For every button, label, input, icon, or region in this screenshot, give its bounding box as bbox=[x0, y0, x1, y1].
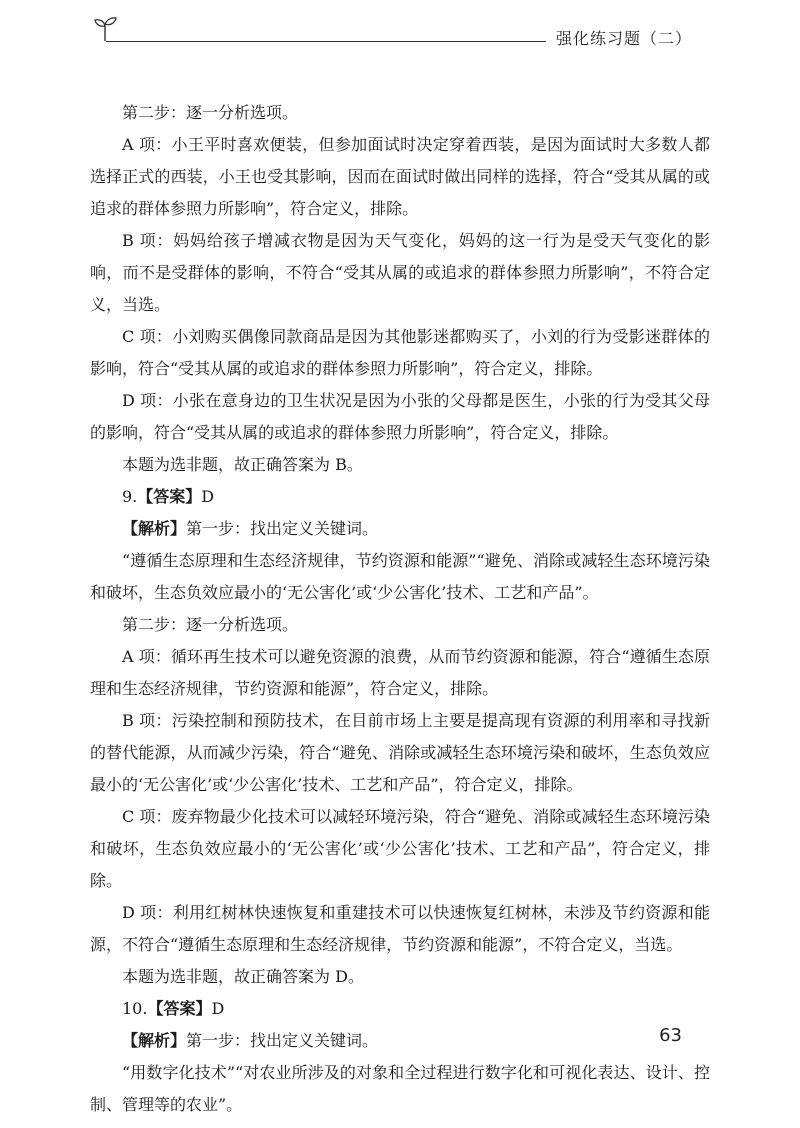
paragraph: “遵循生态原理和生态经济规律，节约资源和能源”“避免、消除或减轻生态环境污染和破坏，生态负效应最小的‘无公害化’或‘少公害化’技术、工艺和产品”。 bbox=[90, 551, 710, 602]
paragraph: 第二步：逐一分析选项。 bbox=[122, 615, 299, 634]
sprout-icon bbox=[92, 14, 118, 42]
paragraph: A 项：循环再生技术可以避免资源的浪费，从而节约资源和能源，符合“遵循生态原理和生态经济规律，节约资源和能源”，符合定义，排除。 bbox=[90, 647, 710, 698]
analysis-tag: 【解析】 bbox=[122, 519, 187, 538]
analysis-tag: 【解析】 bbox=[122, 1031, 187, 1050]
header-rule bbox=[106, 41, 546, 42]
paragraph: 第二步：逐一分析选项。 bbox=[122, 103, 299, 122]
paragraph: B 项：妈妈给孩子增减衣物是因为天气变化，妈妈的这一行为是受天气变化的影响，而不是受群体的影响，不符合“受其从属的或追求的群体参照力所影响”，不符合定义，当选。 bbox=[90, 231, 710, 314]
answer-line bbox=[90, 481, 710, 513]
header-title: 强化练习题（二） bbox=[555, 29, 692, 48]
paragraph: D 项：小张在意身边的卫生状况是因为小张的父母都是医生，小张的行为受其父母的影响，符合“受其从属的或追求的群体参照力所影响”，符合定义，排除。 bbox=[90, 391, 710, 442]
page-number: 63 bbox=[659, 1025, 682, 1046]
question-number: 10. bbox=[122, 999, 148, 1018]
answer-tag: 【答案】 bbox=[137, 487, 202, 506]
paragraph: D 项：利用红树林快速恢复和重建技术可以快速恢复红树林，未涉及节约资源和能源，不符合“遵循生态原理和生态经济规律，节约资源和能源”，不符合定义，当选。 bbox=[90, 903, 710, 954]
question-number: 9. bbox=[122, 487, 138, 506]
paragraph: C 项：废弃物最少化技术可以减轻环境污染，符合“避免、消除或减轻生态环境污染和破坏，生态负效应最小的‘无公害化’或‘少公害化’技术、工艺和产品”，符合定义，排除。 bbox=[90, 807, 710, 890]
paragraph: “用数字化技术”“对农业所涉及的对象和全过程进行数字化和可视化表达、设计、控制、管理等的农业”。 bbox=[90, 1063, 710, 1114]
answer-value: D bbox=[201, 487, 215, 506]
answer-value: D bbox=[211, 999, 225, 1018]
answer-tag: 【答案】 bbox=[147, 999, 212, 1018]
answer-line bbox=[90, 993, 710, 1025]
page-content bbox=[90, 97, 710, 1121]
paragraph: A 项：小王平时喜欢便装，但参加面试时决定穿着西装，是因为面试时大多数人都选择正式的西装，小王也受其影响，因而在面试时做出同样的选择，符合“受其从属的或追求的群体参照力所影响”，符合定义，排除。 bbox=[90, 135, 710, 218]
analysis-line: 【解析】第一步：找出定义关键词。 bbox=[122, 519, 379, 538]
paragraph: 本题为选非题，故正确答案为 D。 bbox=[122, 967, 364, 986]
paragraph: 本题为选非题，故正确答案为 B。 bbox=[122, 455, 363, 474]
paragraph: C 项：小刘购买偶像同款商品是因为其他影迷都购买了，小刘的行为受影迷群体的影响，符合“受其从属的或追求的群体参照力所影响”，符合定义，排除。 bbox=[90, 327, 710, 378]
analysis-line: 【解析】第一步：找出定义关键词。 bbox=[122, 1031, 379, 1050]
paragraph: B 项：污染控制和预防技术，在目前市场上主要是提高现有资源的利用率和寻找新的替代能源，从而减少污染，符合“避免、消除或减轻生态环境污染和破坏，生态负效应最小的‘无公害化’或‘少公害化’技术、工艺和产品”，符合定义，排除。 bbox=[90, 711, 710, 794]
page-header bbox=[92, 14, 700, 50]
